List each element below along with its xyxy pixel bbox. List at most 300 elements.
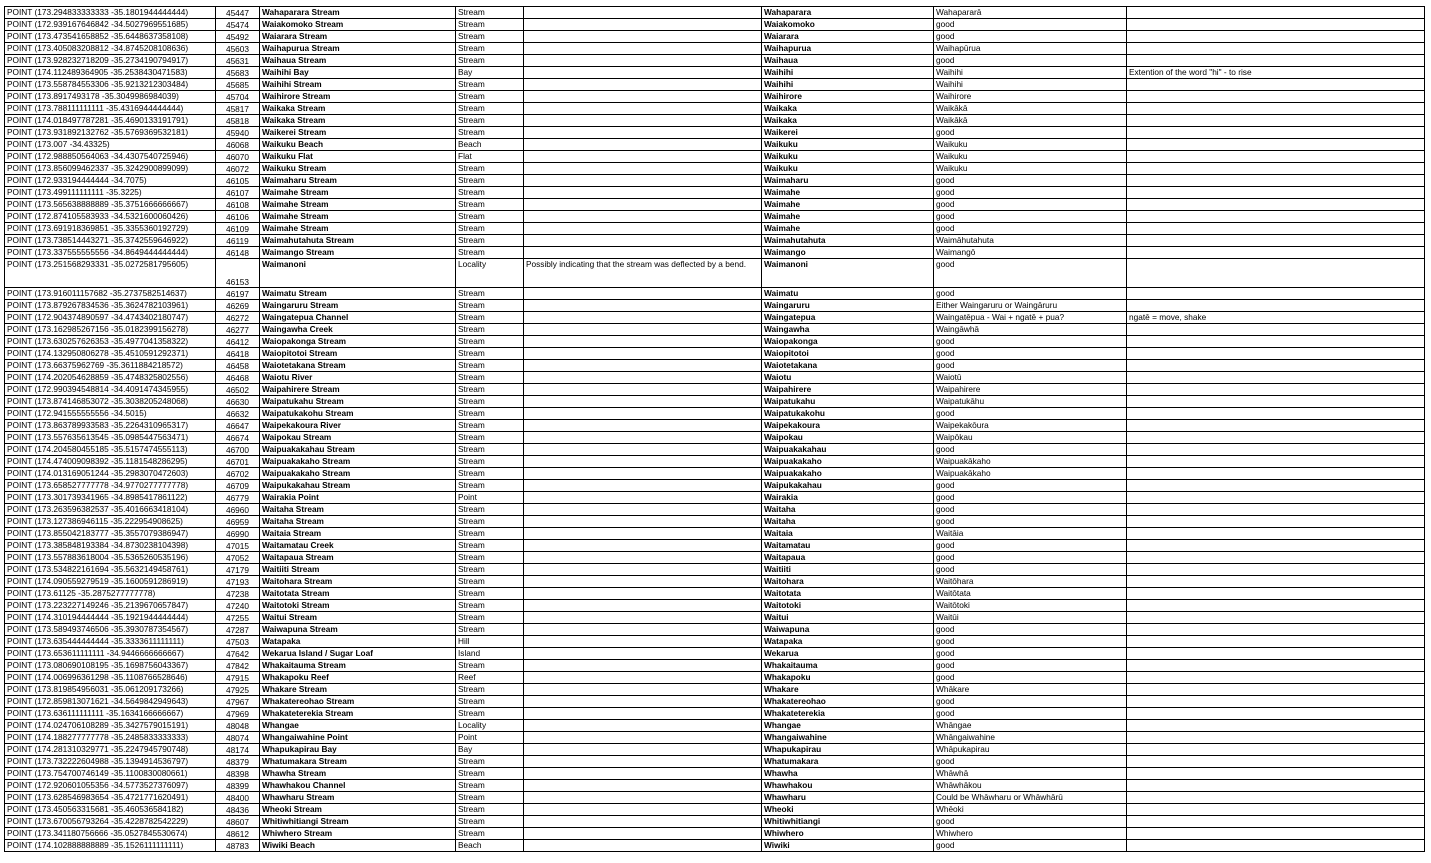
comment-cell[interactable] bbox=[1127, 348, 1425, 360]
comment-cell[interactable] bbox=[1127, 480, 1425, 492]
feature-id-cell[interactable]: 48399 bbox=[216, 780, 260, 792]
maori-name-cell[interactable]: Whakare bbox=[762, 684, 934, 696]
history-note-cell[interactable] bbox=[524, 516, 762, 528]
maori-name-cell[interactable]: Whitiwhitiangi bbox=[762, 816, 934, 828]
feature-type-cell[interactable]: Stream bbox=[456, 223, 524, 235]
history-note-cell[interactable] bbox=[524, 55, 762, 67]
macron-check-cell[interactable]: Waitūi bbox=[934, 612, 1127, 624]
comment-cell[interactable] bbox=[1127, 744, 1425, 756]
comment-cell[interactable] bbox=[1127, 828, 1425, 840]
coordinates-cell[interactable]: POINT (173.589493746506 -35.3930787354567) bbox=[5, 624, 216, 636]
coordinates-cell[interactable]: POINT (173.855042183777 -35.3557079386947) bbox=[5, 528, 216, 540]
table-row[interactable] bbox=[5, 780, 1425, 792]
place-name-cell[interactable]: Waipukakahau Stream bbox=[260, 480, 456, 492]
coordinates-cell[interactable]: POINT (173.636111111111 -35.1634166666667) bbox=[5, 708, 216, 720]
feature-type-cell[interactable]: Flat bbox=[456, 151, 524, 163]
feature-type-cell[interactable]: Reef bbox=[456, 672, 524, 684]
comment-cell[interactable] bbox=[1127, 19, 1425, 31]
feature-type-cell[interactable]: Stream bbox=[456, 660, 524, 672]
comment-cell[interactable] bbox=[1127, 420, 1425, 432]
table-row[interactable] bbox=[5, 91, 1425, 103]
comment-cell[interactable] bbox=[1127, 91, 1425, 103]
coordinates-cell[interactable]: POINT (173.788111111111 -35.4316944444444) bbox=[5, 103, 216, 115]
maori-name-cell[interactable]: Waikaka bbox=[762, 103, 934, 115]
comment-cell[interactable] bbox=[1127, 31, 1425, 43]
feature-id-cell[interactable]: 47255 bbox=[216, 612, 260, 624]
table-row[interactable] bbox=[5, 480, 1425, 492]
table-row[interactable] bbox=[5, 223, 1425, 235]
macron-check-cell[interactable]: Whēoki bbox=[934, 804, 1127, 816]
place-name-cell[interactable]: Wheoki Stream bbox=[260, 804, 456, 816]
feature-type-cell[interactable]: Stream bbox=[456, 600, 524, 612]
macron-check-cell[interactable]: Waikuku bbox=[934, 139, 1127, 151]
coordinates-cell[interactable]: POINT (173.223227149246 -35.2139670657847) bbox=[5, 600, 216, 612]
maori-name-cell[interactable]: Whangae bbox=[762, 720, 934, 732]
feature-id-cell[interactable]: 45492 bbox=[216, 31, 260, 43]
table-row[interactable] bbox=[5, 696, 1425, 708]
feature-id-cell[interactable]: 48436 bbox=[216, 804, 260, 816]
feature-type-cell[interactable]: Stream bbox=[456, 288, 524, 300]
maori-name-cell[interactable]: Waimahe bbox=[762, 223, 934, 235]
coordinates-cell[interactable]: POINT (173.874146853072 -35.3038205248068) bbox=[5, 396, 216, 408]
feature-type-cell[interactable]: Locality bbox=[456, 259, 524, 288]
maori-name-cell[interactable]: Watapaka bbox=[762, 636, 934, 648]
table-row[interactable] bbox=[5, 756, 1425, 768]
maori-name-cell[interactable]: Waitaia bbox=[762, 528, 934, 540]
comment-cell[interactable] bbox=[1127, 103, 1425, 115]
feature-id-cell[interactable]: 46109 bbox=[216, 223, 260, 235]
feature-type-cell[interactable]: Stream bbox=[456, 31, 524, 43]
place-name-cell[interactable]: Whitiwhitiangi Stream bbox=[260, 816, 456, 828]
place-name-cell[interactable]: Waihihi Stream bbox=[260, 79, 456, 91]
coordinates-cell[interactable]: POINT (174.006996361298 -35.1108766528646) bbox=[5, 672, 216, 684]
table-row[interactable] bbox=[5, 396, 1425, 408]
comment-cell[interactable] bbox=[1127, 540, 1425, 552]
place-name-cell[interactable]: Whawharu Stream bbox=[260, 792, 456, 804]
coordinates-cell[interactable]: POINT (174.132950806278 -35.4510591292371) bbox=[5, 348, 216, 360]
table-row[interactable] bbox=[5, 792, 1425, 804]
macron-check-cell[interactable]: Waitōhara bbox=[934, 576, 1127, 588]
place-name-cell[interactable]: Waimaharu Stream bbox=[260, 175, 456, 187]
feature-id-cell[interactable]: 46107 bbox=[216, 187, 260, 199]
feature-id-cell[interactable]: 46148 bbox=[216, 247, 260, 259]
macron-check-cell[interactable]: good bbox=[934, 444, 1127, 456]
table-row[interactable] bbox=[5, 211, 1425, 223]
maori-name-cell[interactable]: Whangaiwahine bbox=[762, 732, 934, 744]
history-note-cell[interactable] bbox=[524, 540, 762, 552]
macron-check-cell[interactable]: good bbox=[934, 348, 1127, 360]
table-row[interactable] bbox=[5, 660, 1425, 672]
maori-name-cell[interactable]: Whawha bbox=[762, 768, 934, 780]
maori-name-cell[interactable]: Waipatukahu bbox=[762, 396, 934, 408]
comment-cell[interactable] bbox=[1127, 187, 1425, 199]
comment-cell[interactable]: Extention of the word "hi" - to rise bbox=[1127, 67, 1425, 79]
table-row[interactable] bbox=[5, 456, 1425, 468]
macron-check-cell[interactable]: Waikuku bbox=[934, 151, 1127, 163]
history-note-cell[interactable] bbox=[524, 768, 762, 780]
macron-check-cell[interactable]: good bbox=[934, 708, 1127, 720]
comment-cell[interactable] bbox=[1127, 600, 1425, 612]
place-name-cell[interactable]: Waitamatau Creek bbox=[260, 540, 456, 552]
macron-check-cell[interactable]: good bbox=[934, 648, 1127, 660]
maori-name-cell[interactable]: Waikuku bbox=[762, 151, 934, 163]
feature-id-cell[interactable]: 46197 bbox=[216, 288, 260, 300]
feature-type-cell[interactable]: Stream bbox=[456, 612, 524, 624]
place-name-cell[interactable]: Waiotu River bbox=[260, 372, 456, 384]
history-note-cell[interactable] bbox=[524, 648, 762, 660]
feature-type-cell[interactable]: Stream bbox=[456, 588, 524, 600]
feature-type-cell[interactable]: Island bbox=[456, 648, 524, 660]
macron-check-cell[interactable]: Waimangō bbox=[934, 247, 1127, 259]
feature-type-cell[interactable]: Stream bbox=[456, 19, 524, 31]
feature-id-cell[interactable]: 48400 bbox=[216, 792, 260, 804]
coordinates-cell[interactable]: POINT (173.691918369851 -35.3355360192729) bbox=[5, 223, 216, 235]
place-name-cell[interactable]: Waingawha Creek bbox=[260, 324, 456, 336]
maori-name-cell[interactable]: Waitamatau bbox=[762, 540, 934, 552]
maori-name-cell[interactable]: Waingaruru bbox=[762, 300, 934, 312]
macron-check-cell[interactable]: Waingāwhā bbox=[934, 324, 1127, 336]
maori-name-cell[interactable]: Whakateterekia bbox=[762, 708, 934, 720]
table-row[interactable] bbox=[5, 420, 1425, 432]
coordinates-cell[interactable]: POINT (173.916011157682 -35.2737582514637) bbox=[5, 288, 216, 300]
comment-cell[interactable] bbox=[1127, 139, 1425, 151]
coordinates-cell[interactable]: POINT (172.874105583933 -34.5321600060426) bbox=[5, 211, 216, 223]
comment-cell[interactable] bbox=[1127, 372, 1425, 384]
feature-id-cell[interactable]: 48783 bbox=[216, 840, 260, 852]
feature-type-cell[interactable]: Stream bbox=[456, 624, 524, 636]
history-note-cell[interactable] bbox=[524, 187, 762, 199]
place-name-cell[interactable]: Waikerei Stream bbox=[260, 127, 456, 139]
maori-name-cell[interactable]: Whawhakou bbox=[762, 780, 934, 792]
macron-check-cell[interactable]: Waikākā bbox=[934, 103, 1127, 115]
comment-cell[interactable] bbox=[1127, 696, 1425, 708]
coordinates-cell[interactable]: POINT (173.863789933583 -35.2264310965317) bbox=[5, 420, 216, 432]
table-row[interactable] bbox=[5, 600, 1425, 612]
history-note-cell[interactable] bbox=[524, 31, 762, 43]
feature-id-cell[interactable]: 45817 bbox=[216, 103, 260, 115]
macron-check-cell[interactable]: Whāpukapirau bbox=[934, 744, 1127, 756]
feature-type-cell[interactable]: Stream bbox=[456, 792, 524, 804]
comment-cell[interactable] bbox=[1127, 552, 1425, 564]
history-note-cell[interactable] bbox=[524, 492, 762, 504]
table-row[interactable] bbox=[5, 576, 1425, 588]
feature-type-cell[interactable]: Stream bbox=[456, 444, 524, 456]
history-note-cell[interactable] bbox=[524, 151, 762, 163]
table-row[interactable] bbox=[5, 247, 1425, 259]
feature-type-cell[interactable]: Stream bbox=[456, 175, 524, 187]
macron-check-cell[interactable]: good bbox=[934, 187, 1127, 199]
feature-id-cell[interactable]: 46990 bbox=[216, 528, 260, 540]
coordinates-cell[interactable]: POINT (173.385848193384 -34.8730238104398) bbox=[5, 540, 216, 552]
macron-check-cell[interactable]: Wahapararā bbox=[934, 7, 1127, 19]
table-row[interactable] bbox=[5, 55, 1425, 67]
macron-check-cell[interactable]: good bbox=[934, 175, 1127, 187]
maori-name-cell[interactable]: Waiotetakana bbox=[762, 360, 934, 372]
coordinates-cell[interactable]: POINT (173.738514443271 -35.3742559646922) bbox=[5, 235, 216, 247]
maori-name-cell[interactable]: Waihihi bbox=[762, 79, 934, 91]
coordinates-cell[interactable]: POINT (174.202054628859 -35.4748325802556) bbox=[5, 372, 216, 384]
history-note-cell[interactable] bbox=[524, 624, 762, 636]
comment-cell[interactable] bbox=[1127, 7, 1425, 19]
table-row[interactable] bbox=[5, 103, 1425, 115]
history-note-cell[interactable] bbox=[524, 384, 762, 396]
macron-check-cell[interactable]: Waitōtata bbox=[934, 588, 1127, 600]
history-note-cell[interactable] bbox=[524, 288, 762, 300]
feature-id-cell[interactable]: 46709 bbox=[216, 480, 260, 492]
coordinates-cell[interactable]: POINT (172.859813071621 -34.5649842949643) bbox=[5, 696, 216, 708]
feature-id-cell[interactable]: 45603 bbox=[216, 43, 260, 55]
feature-id-cell[interactable]: 48612 bbox=[216, 828, 260, 840]
place-name-cell[interactable]: Waitaia Stream bbox=[260, 528, 456, 540]
table-row[interactable] bbox=[5, 127, 1425, 139]
feature-type-cell[interactable]: Bay bbox=[456, 67, 524, 79]
place-name-cell[interactable]: Wahaparara Stream bbox=[260, 7, 456, 19]
history-note-cell[interactable] bbox=[524, 792, 762, 804]
history-note-cell[interactable] bbox=[524, 324, 762, 336]
history-note-cell[interactable] bbox=[524, 336, 762, 348]
coordinates-cell[interactable]: POINT (173.127386946115 -35.222954908625) bbox=[5, 516, 216, 528]
place-name-cell[interactable]: Waimahe Stream bbox=[260, 187, 456, 199]
maori-name-cell[interactable]: Waikerei bbox=[762, 127, 934, 139]
history-note-cell[interactable] bbox=[524, 223, 762, 235]
history-note-cell[interactable] bbox=[524, 612, 762, 624]
comment-cell[interactable] bbox=[1127, 792, 1425, 804]
table-row[interactable] bbox=[5, 151, 1425, 163]
comment-cell[interactable] bbox=[1127, 504, 1425, 516]
place-name-cell[interactable]: Waikaka Stream bbox=[260, 103, 456, 115]
history-note-cell[interactable] bbox=[524, 19, 762, 31]
feature-type-cell[interactable]: Stream bbox=[456, 372, 524, 384]
coordinates-cell[interactable]: POINT (173.928232718209 -35.2734190794917) bbox=[5, 55, 216, 67]
history-note-cell[interactable] bbox=[524, 480, 762, 492]
macron-check-cell[interactable]: good bbox=[934, 223, 1127, 235]
macron-check-cell[interactable]: good bbox=[934, 504, 1127, 516]
place-name-cell[interactable]: Waimatu Stream bbox=[260, 288, 456, 300]
coordinates-cell[interactable]: POINT (173.754700746149 -35.1100830080661) bbox=[5, 768, 216, 780]
feature-type-cell[interactable]: Stream bbox=[456, 211, 524, 223]
history-note-cell[interactable] bbox=[524, 163, 762, 175]
history-note-cell[interactable] bbox=[524, 504, 762, 516]
feature-id-cell[interactable]: 46418 bbox=[216, 348, 260, 360]
maori-name-cell[interactable]: Waipuakakaho bbox=[762, 468, 934, 480]
comment-cell[interactable] bbox=[1127, 324, 1425, 336]
place-name-cell[interactable]: Watapaka bbox=[260, 636, 456, 648]
table-row[interactable] bbox=[5, 564, 1425, 576]
macron-check-cell[interactable]: Waipatukāhu bbox=[934, 396, 1127, 408]
macron-check-cell[interactable]: good bbox=[934, 816, 1127, 828]
place-name-cell[interactable]: Whawhakou Channel bbox=[260, 780, 456, 792]
place-name-cell[interactable]: Waingatepua Channel bbox=[260, 312, 456, 324]
coordinates-cell[interactable]: POINT (173.732222604988 -35.1394914536797) bbox=[5, 756, 216, 768]
history-note-cell[interactable] bbox=[524, 432, 762, 444]
feature-id-cell[interactable]: 45474 bbox=[216, 19, 260, 31]
table-row[interactable] bbox=[5, 384, 1425, 396]
comment-cell[interactable] bbox=[1127, 444, 1425, 456]
comment-cell[interactable] bbox=[1127, 115, 1425, 127]
feature-type-cell[interactable]: Stream bbox=[456, 456, 524, 468]
table-row[interactable] bbox=[5, 588, 1425, 600]
history-note-cell[interactable] bbox=[524, 348, 762, 360]
macron-check-cell[interactable]: Waipuakākaho bbox=[934, 456, 1127, 468]
comment-cell[interactable] bbox=[1127, 720, 1425, 732]
coordinates-cell[interactable]: POINT (173.653611111111 -34.9446666666667) bbox=[5, 648, 216, 660]
maori-name-cell[interactable]: Waiotu bbox=[762, 372, 934, 384]
maori-name-cell[interactable]: Whatumakara bbox=[762, 756, 934, 768]
comment-cell[interactable] bbox=[1127, 456, 1425, 468]
macron-check-cell[interactable]: good bbox=[934, 199, 1127, 211]
maori-name-cell[interactable]: Waipekakoura bbox=[762, 420, 934, 432]
table-row[interactable] bbox=[5, 612, 1425, 624]
feature-id-cell[interactable]: 45940 bbox=[216, 127, 260, 139]
maori-name-cell[interactable]: Waiopitotoi bbox=[762, 348, 934, 360]
macron-check-cell[interactable]: good bbox=[934, 288, 1127, 300]
history-note-cell[interactable] bbox=[524, 247, 762, 259]
place-name-cell[interactable]: Waitohara Stream bbox=[260, 576, 456, 588]
coordinates-cell[interactable]: POINT (173.670056793264 -35.4228782542229) bbox=[5, 816, 216, 828]
table-row[interactable] bbox=[5, 79, 1425, 91]
feature-type-cell[interactable]: Stream bbox=[456, 516, 524, 528]
table-row[interactable] bbox=[5, 744, 1425, 756]
macron-check-cell[interactable]: Whiwhero bbox=[934, 828, 1127, 840]
feature-type-cell[interactable]: Hill bbox=[456, 636, 524, 648]
coordinates-cell[interactable]: POINT (173.557635613545 -35.0985447563471) bbox=[5, 432, 216, 444]
coordinates-cell[interactable]: POINT (173.341180756666 -35.0527845530674) bbox=[5, 828, 216, 840]
comment-cell[interactable] bbox=[1127, 408, 1425, 420]
place-name-cell[interactable]: Whapukapirau Bay bbox=[260, 744, 456, 756]
feature-type-cell[interactable]: Stream bbox=[456, 79, 524, 91]
place-name-cell[interactable]: Waipahirere Stream bbox=[260, 384, 456, 396]
table-row[interactable] bbox=[5, 19, 1425, 31]
macron-check-cell[interactable]: good bbox=[934, 55, 1127, 67]
macron-check-cell[interactable]: good bbox=[934, 127, 1127, 139]
history-note-cell[interactable] bbox=[524, 408, 762, 420]
comment-cell[interactable] bbox=[1127, 588, 1425, 600]
place-name-cell[interactable]: Waiwapuna Stream bbox=[260, 624, 456, 636]
place-name-cell[interactable]: Whakateterekia Stream bbox=[260, 708, 456, 720]
feature-id-cell[interactable]: 48379 bbox=[216, 756, 260, 768]
comment-cell[interactable] bbox=[1127, 804, 1425, 816]
history-note-cell[interactable] bbox=[524, 816, 762, 828]
coordinates-cell[interactable]: POINT (173.658527777778 -34.9770277777778) bbox=[5, 480, 216, 492]
comment-cell[interactable] bbox=[1127, 223, 1425, 235]
maori-name-cell[interactable]: Wiwiki bbox=[762, 840, 934, 852]
feature-type-cell[interactable]: Locality bbox=[456, 720, 524, 732]
maori-name-cell[interactable]: Waikuku bbox=[762, 163, 934, 175]
comment-cell[interactable] bbox=[1127, 768, 1425, 780]
maori-name-cell[interactable]: Wheoki bbox=[762, 804, 934, 816]
feature-id-cell[interactable]: 46412 bbox=[216, 336, 260, 348]
coordinates-cell[interactable]: POINT (173.337555555556 -34.8649444444444) bbox=[5, 247, 216, 259]
feature-type-cell[interactable]: Stream bbox=[456, 420, 524, 432]
coordinates-cell[interactable]: POINT (172.933194444444 -34.7075) bbox=[5, 175, 216, 187]
place-name-cell[interactable]: Whiwhero Stream bbox=[260, 828, 456, 840]
feature-id-cell[interactable]: 46701 bbox=[216, 456, 260, 468]
table-row[interactable] bbox=[5, 288, 1425, 300]
feature-type-cell[interactable]: Stream bbox=[456, 504, 524, 516]
macron-check-cell[interactable]: Waiotū bbox=[934, 372, 1127, 384]
coordinates-cell[interactable]: POINT (173.301739341965 -34.8985417861122) bbox=[5, 492, 216, 504]
table-row[interactable] bbox=[5, 552, 1425, 564]
coordinates-cell[interactable]: POINT (173.162985267156 -35.0182399156278) bbox=[5, 324, 216, 336]
history-note-cell[interactable] bbox=[524, 732, 762, 744]
history-note-cell[interactable] bbox=[524, 360, 762, 372]
maori-name-cell[interactable]: Waitaha bbox=[762, 504, 934, 516]
macron-check-cell[interactable]: good bbox=[934, 211, 1127, 223]
table-row[interactable] bbox=[5, 768, 1425, 780]
place-name-cell[interactable]: Waimahe Stream bbox=[260, 199, 456, 211]
macron-check-cell[interactable]: Waipōkau bbox=[934, 432, 1127, 444]
feature-id-cell[interactable]: 46269 bbox=[216, 300, 260, 312]
maori-name-cell[interactable]: Waitotoki bbox=[762, 600, 934, 612]
maori-name-cell[interactable]: Waipokau bbox=[762, 432, 934, 444]
history-note-cell[interactable] bbox=[524, 79, 762, 91]
place-name-cell[interactable]: Waipuakakaho Stream bbox=[260, 456, 456, 468]
macron-check-cell[interactable]: Waipuakākaho bbox=[934, 468, 1127, 480]
feature-type-cell[interactable]: Point bbox=[456, 492, 524, 504]
table-row[interactable] bbox=[5, 336, 1425, 348]
macron-check-cell[interactable]: Waihirore bbox=[934, 91, 1127, 103]
table-row[interactable] bbox=[5, 840, 1425, 852]
feature-type-cell[interactable]: Stream bbox=[456, 408, 524, 420]
place-name-cell[interactable]: Waitaha Stream bbox=[260, 504, 456, 516]
feature-id-cell[interactable]: 47179 bbox=[216, 564, 260, 576]
place-name-cell[interactable]: Waingaruru Stream bbox=[260, 300, 456, 312]
macron-check-cell[interactable]: Whāwhā bbox=[934, 768, 1127, 780]
history-note-cell[interactable] bbox=[524, 636, 762, 648]
macron-check-cell[interactable]: good bbox=[934, 636, 1127, 648]
place-name-cell[interactable]: Whakare Stream bbox=[260, 684, 456, 696]
comment-cell[interactable] bbox=[1127, 259, 1425, 288]
place-name-cell[interactable]: Waikuku Stream bbox=[260, 163, 456, 175]
feature-id-cell[interactable]: 46272 bbox=[216, 312, 260, 324]
place-name-cell[interactable]: Whakatereohao Stream bbox=[260, 696, 456, 708]
place-name-cell[interactable]: Waihihi Bay bbox=[260, 67, 456, 79]
macron-check-cell[interactable]: good bbox=[934, 360, 1127, 372]
history-note-cell[interactable] bbox=[524, 175, 762, 187]
comment-cell[interactable] bbox=[1127, 55, 1425, 67]
feature-id-cell[interactable]: 46502 bbox=[216, 384, 260, 396]
comment-cell[interactable] bbox=[1127, 300, 1425, 312]
history-note-cell[interactable] bbox=[524, 660, 762, 672]
place-name-cell[interactable]: Waihapurua Stream bbox=[260, 43, 456, 55]
feature-type-cell[interactable]: Stream bbox=[456, 247, 524, 259]
macron-check-cell[interactable]: Waipekakōura bbox=[934, 420, 1127, 432]
maori-name-cell[interactable]: Waitapaua bbox=[762, 552, 934, 564]
table-row[interactable] bbox=[5, 720, 1425, 732]
comment-cell[interactable] bbox=[1127, 528, 1425, 540]
feature-id-cell[interactable]: 46458 bbox=[216, 360, 260, 372]
place-name-cell[interactable]: Waiarara Stream bbox=[260, 31, 456, 43]
coordinates-cell[interactable]: POINT (173.080690108195 -35.1698756043367) bbox=[5, 660, 216, 672]
coordinates-cell[interactable]: POINT (174.281310329771 -35.2247945790748) bbox=[5, 744, 216, 756]
coordinates-cell[interactable]: POINT (173.628546983654 -35.4721771620491) bbox=[5, 792, 216, 804]
history-note-cell[interactable] bbox=[524, 576, 762, 588]
macron-check-cell[interactable]: good bbox=[934, 660, 1127, 672]
comment-cell[interactable] bbox=[1127, 151, 1425, 163]
comment-cell[interactable] bbox=[1127, 432, 1425, 444]
place-name-cell[interactable]: Whawha Stream bbox=[260, 768, 456, 780]
coordinates-cell[interactable]: POINT (173.635444444444 -35.3333611111111) bbox=[5, 636, 216, 648]
history-note-cell[interactable] bbox=[524, 396, 762, 408]
place-name-cell[interactable]: Waimahutahuta Stream bbox=[260, 235, 456, 247]
feature-id-cell[interactable]: 47238 bbox=[216, 588, 260, 600]
comment-cell[interactable] bbox=[1127, 816, 1425, 828]
feature-id-cell[interactable]: 47969 bbox=[216, 708, 260, 720]
maori-name-cell[interactable]: Wekarua bbox=[762, 648, 934, 660]
macron-check-cell[interactable]: good bbox=[934, 696, 1127, 708]
feature-type-cell[interactable]: Stream bbox=[456, 199, 524, 211]
feature-id-cell[interactable]: 47240 bbox=[216, 600, 260, 612]
